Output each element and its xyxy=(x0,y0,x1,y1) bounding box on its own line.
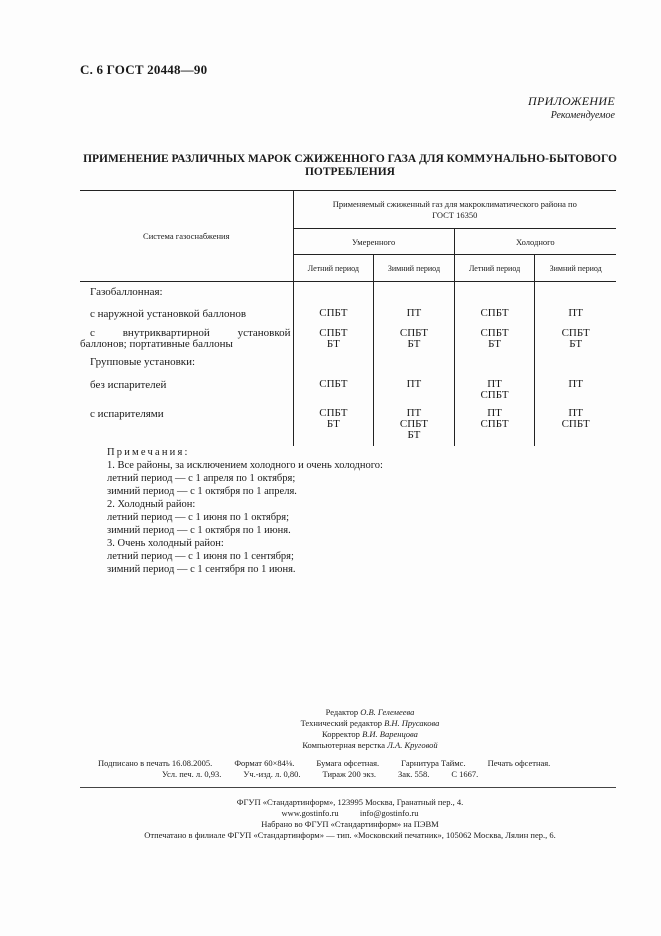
cell-value xyxy=(374,356,455,376)
note-line: зимний период — с 1 сентября по 1 июня. xyxy=(107,564,296,575)
note-line: зимний период — с 1 октября по 1 апреля. xyxy=(107,486,297,497)
document-title-line1: ПРИМЕНЕНИЕ РАЗЛИЧНЫХ МАРОК СЖИЖЕННОГО ГАЗА ДЛЯ КОММУНАЛЬНО-БЫТОВОГО xyxy=(83,153,617,165)
header-region-moderate: Умеренного xyxy=(293,229,454,255)
cell-value: СПБТ БТ xyxy=(293,328,374,356)
credit-role: Компьютерная верстка xyxy=(302,740,386,750)
cell-value xyxy=(535,282,616,309)
publisher-block xyxy=(60,797,640,841)
header-gas-line2: ГОСТ 16350 xyxy=(432,209,478,220)
note-line: зимний период — с 1 октября по 1 июня. xyxy=(107,525,291,536)
header-period-summer: Летний период xyxy=(454,255,535,282)
table-row xyxy=(80,376,616,408)
table-row xyxy=(80,308,616,328)
credit-line xyxy=(200,718,540,729)
cell-value: ПТ СПБТ БТ xyxy=(374,408,455,446)
publisher-line: ФГУП «Стандартинформ», 123995 Москва, Гранатный пер., 4. xyxy=(236,797,464,807)
header-gas-line1: Применяемый сжиженный газ для макроклиматического района по xyxy=(332,198,577,209)
row-label xyxy=(80,328,293,356)
notes-heading: Примечания: xyxy=(107,447,190,458)
row-label: Групповые установки: xyxy=(90,356,196,368)
row-label: Газобаллонная: xyxy=(90,286,163,298)
cell-value xyxy=(454,282,535,309)
appendix-label xyxy=(528,94,615,121)
print-info xyxy=(98,758,598,780)
appendix-title: ПРИЛОЖЕНИЕ xyxy=(528,94,615,108)
header-system: Система газоснабжения xyxy=(80,191,293,282)
table-row xyxy=(80,408,616,446)
print-info-item: Усл. печ. л. 0,93. xyxy=(162,769,222,779)
cell-value xyxy=(374,282,455,309)
cell-value: СПБТ БТ xyxy=(454,328,535,356)
appendix-subtitle: Рекомендуемое xyxy=(550,110,615,121)
cell-value: СПБТ БТ xyxy=(293,408,374,446)
credit-role: Технический редактор xyxy=(300,718,382,728)
credit-name: В.Н. Прусакова xyxy=(384,718,440,728)
table-row xyxy=(80,356,616,376)
page-header: С. 6 ГОСТ 20448—90 xyxy=(80,62,208,77)
row-label-part: внутриквартирной xyxy=(122,327,210,339)
row-label-part: с xyxy=(90,327,95,339)
print-info-item: Тираж 200 экз. xyxy=(322,769,377,779)
print-info-item: Бумага офсетная. xyxy=(316,758,380,768)
cell-value xyxy=(535,356,616,376)
notes-block xyxy=(107,446,383,576)
publisher-line: Отпечатано в филиале ФГУП «Стандартинформ» — тип. «Московский печатник», 105062 Москва, Лялин пер., 6. xyxy=(144,830,556,840)
cell-value: СПБТ xyxy=(293,376,374,408)
publisher-line: Набрано во ФГУП «Стандартинформ» на ПЭВМ xyxy=(261,819,439,829)
print-info-item: Формат 60×84⅛. xyxy=(234,758,295,768)
gas-usage-table xyxy=(80,190,616,446)
cell-value: ПТ СПБТ xyxy=(454,408,535,446)
note-line: 1. Все районы, за исключением холодного и очень холодного: xyxy=(107,460,383,471)
note-line: летний период — с 1 апреля по 1 октября; xyxy=(107,473,296,484)
cell-value: СПБТ БТ xyxy=(535,328,616,356)
table-row xyxy=(80,328,616,356)
header-period-winter: Зимний период xyxy=(374,255,455,282)
row-label: с наружной установкой баллонов xyxy=(90,308,247,320)
cell-value: ПТ СПБТ xyxy=(535,408,616,446)
cell-value: ПТ СПБТ xyxy=(454,376,535,408)
row-label-part: баллонов; портативные баллоны xyxy=(80,338,233,350)
print-info-item: Печать офсетная. xyxy=(487,758,551,768)
credit-line xyxy=(200,740,540,751)
cell-value: ПТ xyxy=(535,308,616,328)
cell-value: СПБТ xyxy=(293,308,374,328)
row-label: без испарителей xyxy=(90,379,167,391)
header-period-summer: Летний период xyxy=(293,255,374,282)
cell-value: ПТ xyxy=(374,308,455,328)
print-info-item: Гарнитура Таймс. xyxy=(401,758,466,768)
credit-name: В.И. Варенцова xyxy=(362,729,418,739)
cell-value: ПТ xyxy=(535,376,616,408)
row-label-part: установкой xyxy=(237,327,291,339)
note-line: 2. Холодный район: xyxy=(107,499,196,510)
credit-line xyxy=(200,707,540,718)
print-info-row xyxy=(98,758,598,769)
print-info-item: Зак. 558. xyxy=(398,769,430,779)
print-info-row xyxy=(98,769,598,780)
document-title-line2: ПОТРЕБЛЕНИЯ xyxy=(304,166,395,178)
print-info-item: Подписано в печать 16.08.2005. xyxy=(98,758,213,768)
publisher-line: www.gostinfo.ru info@gostinfo.ru xyxy=(281,808,419,818)
footer-divider xyxy=(80,787,616,788)
cell-value xyxy=(293,356,374,376)
note-line: 3. Очень холодный район: xyxy=(107,538,224,549)
table-row xyxy=(80,282,616,309)
credit-name: О.В. Гелемеева xyxy=(360,707,415,717)
cell-value: СПБТ xyxy=(454,308,535,328)
header-region-cold: Холодного xyxy=(454,229,616,255)
credits-block xyxy=(200,707,540,751)
note-line: летний период — с 1 июня по 1 октября; xyxy=(107,512,290,523)
print-info-item: С 1667. xyxy=(451,769,479,779)
print-info-item: Уч.-изд. л. 0,80. xyxy=(243,769,301,779)
note-line: летний период — с 1 июня по 1 сентября; xyxy=(107,551,294,562)
credit-role: Корректор xyxy=(322,729,360,739)
credit-role: Редактор xyxy=(325,707,359,717)
credit-line xyxy=(200,729,540,740)
document-title xyxy=(70,153,630,179)
cell-value xyxy=(293,282,374,309)
row-label: с испарителями xyxy=(90,408,164,420)
credit-name: Л.А. Круговой xyxy=(387,740,438,750)
cell-value: ПТ xyxy=(374,376,455,408)
cell-value xyxy=(454,356,535,376)
header-gas xyxy=(293,191,616,229)
header-period-winter: Зимний период xyxy=(535,255,616,282)
cell-value: СПБТ БТ xyxy=(374,328,455,356)
